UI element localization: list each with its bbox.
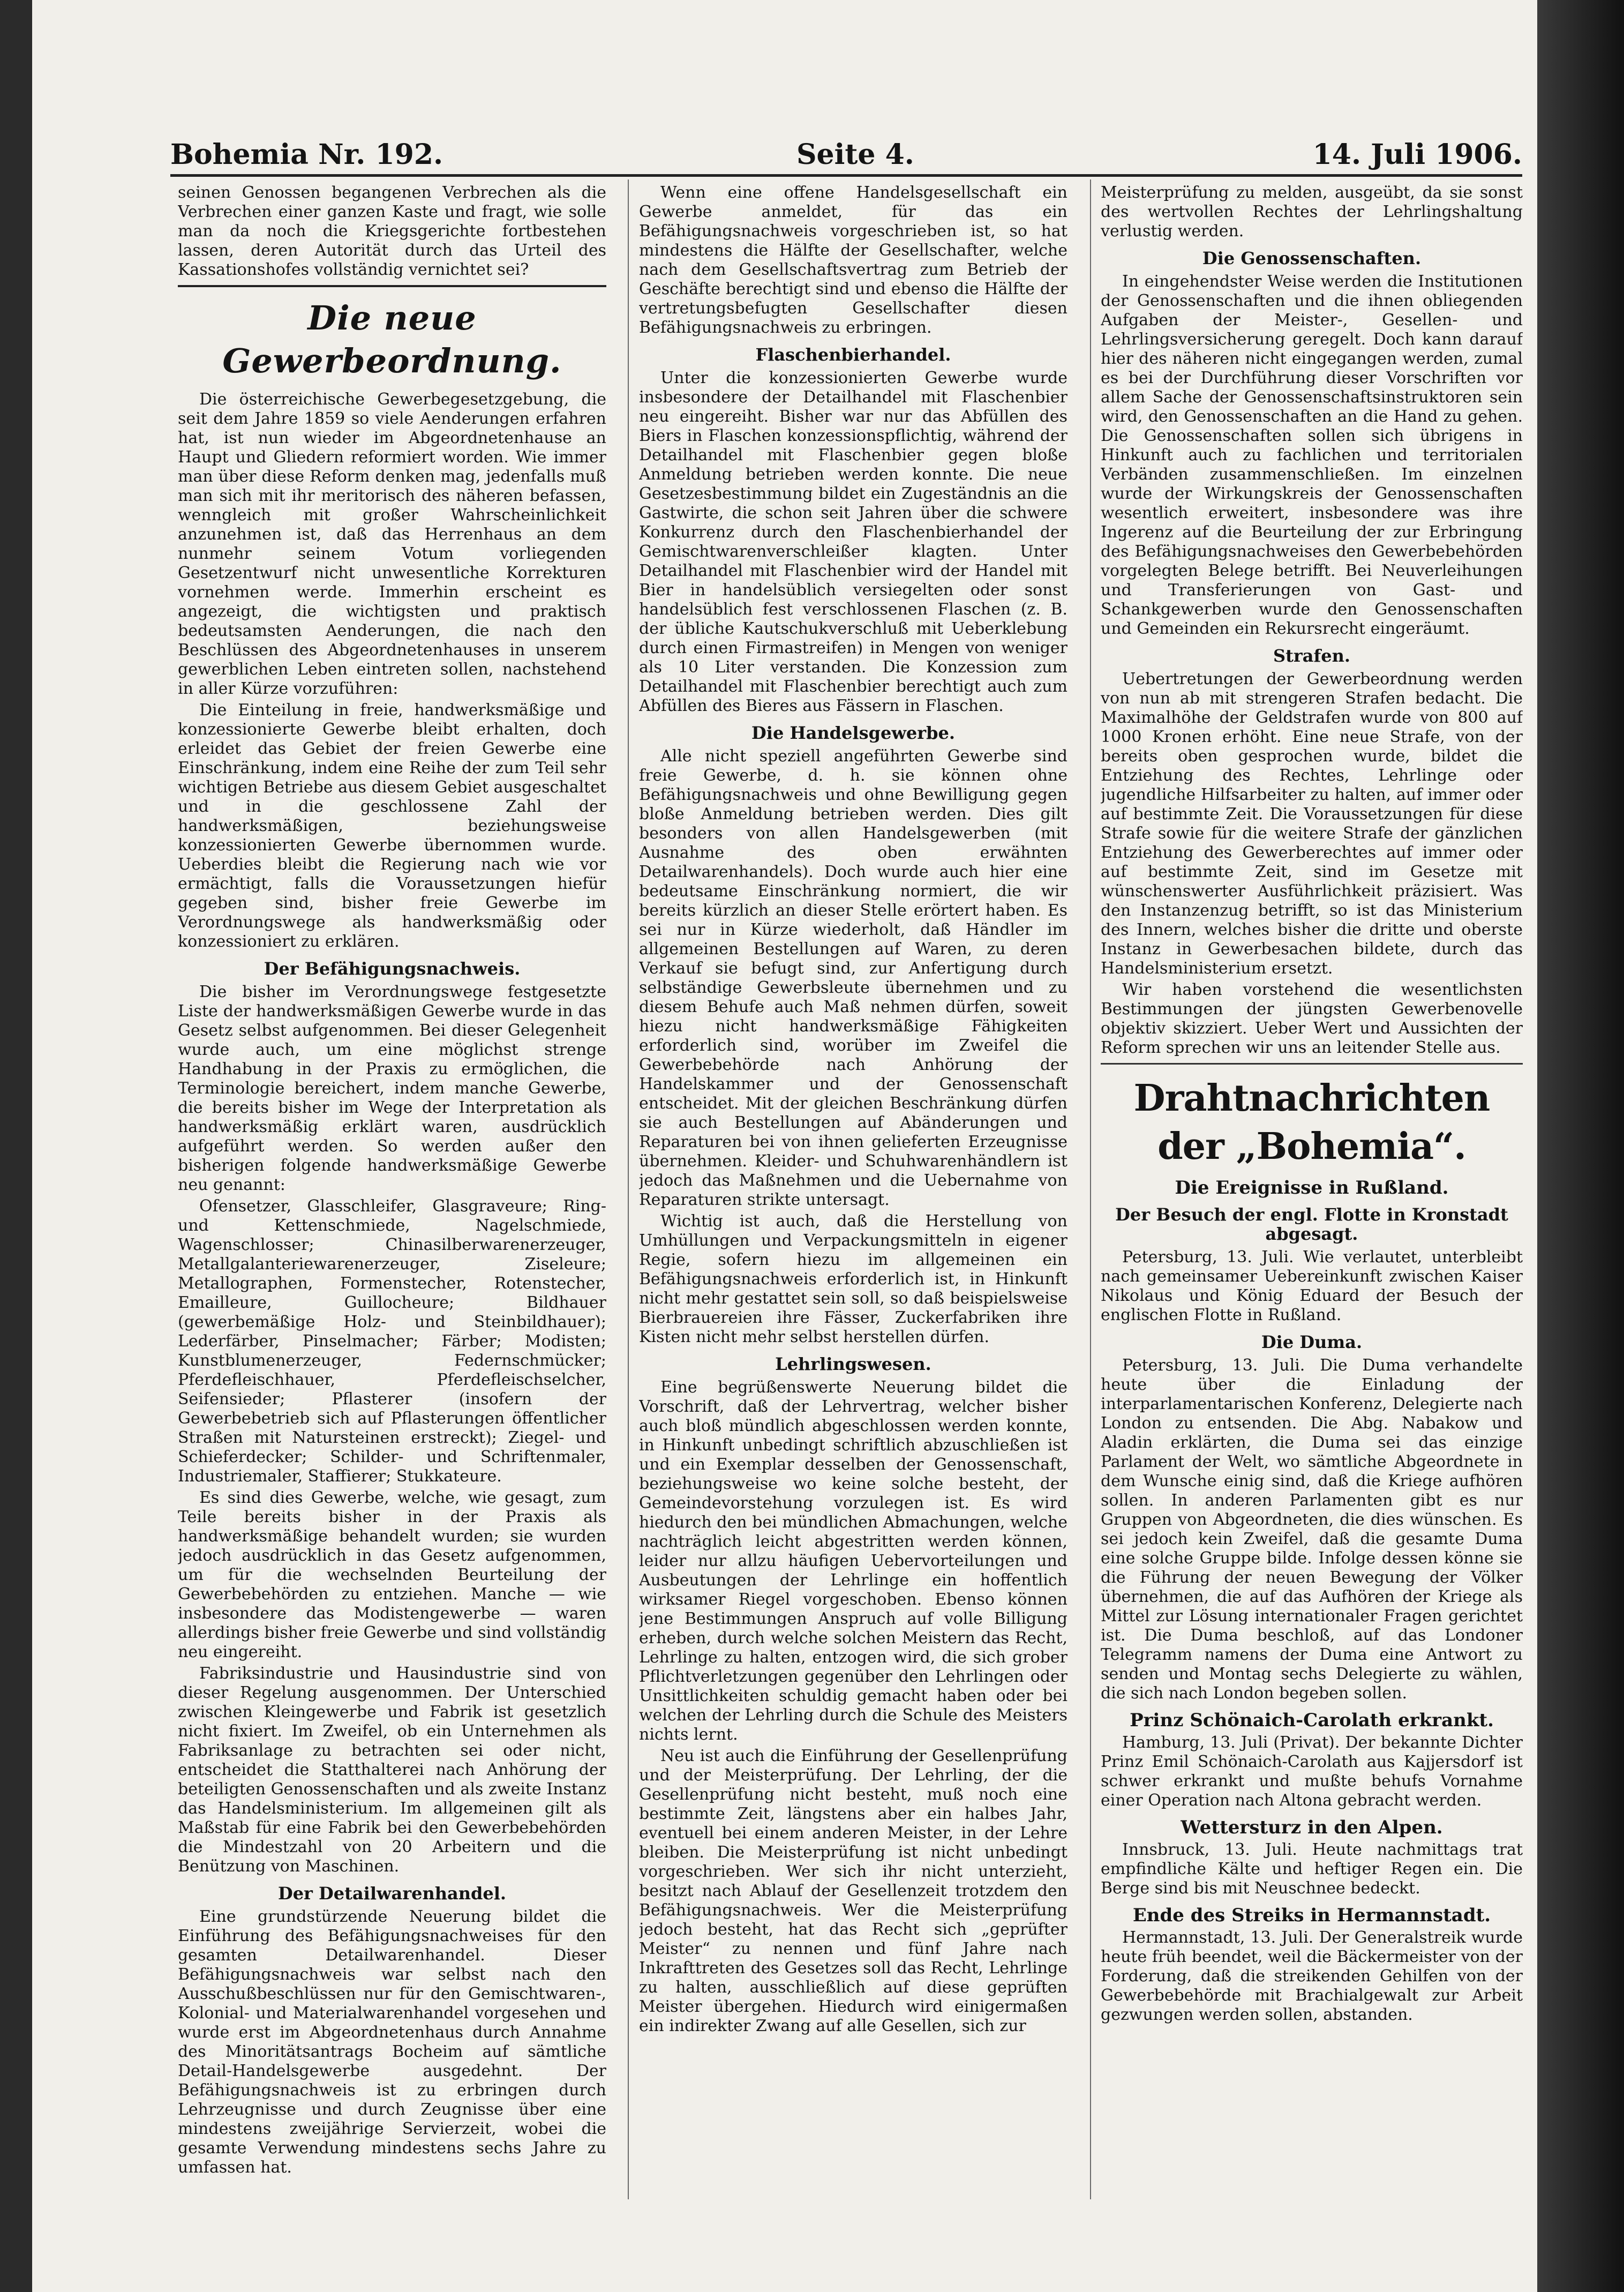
page-header	[170, 138, 1522, 176]
column-3	[1101, 183, 1523, 2219]
section-rule	[1101, 1063, 1523, 1065]
book-spine	[1537, 0, 1624, 2292]
news-subheading: Der Besuch der engl. Flotte in Kronstadt abgesagt.	[1115, 1204, 1508, 1244]
paragraph: Wichtig ist auch, daß die Herstellung von Umhüllungen und Verpackungsmitteln in eigener Regie, sofern hiezu im allgemeinen ein Befähigungsnachweis erforderlich ist, in Hinkunft nicht mehr gestattet sein soll, so daß beispielsweise Bierbrauereien ihre Fässer, Zuckerfabriken ihre Kisten nicht mehr selbst herstellen dürfen.	[639, 1212, 1067, 1346]
article-title: Die neue Gewerbeordnung.	[222, 298, 562, 380]
section-heading: Die Handelsgewerbe.	[751, 723, 955, 743]
telegram-masthead: Drahtnachrichten der „Bohemia“.	[1133, 1077, 1490, 1168]
paragraph: Meisterprüfung zu melden, ausgeübt, da sie sonst des wertvollen Rechtes der Lehrlingshaltung verlustig werden.	[1101, 183, 1523, 241]
section-heading: Flaschenbierhandel.	[755, 344, 951, 365]
section-heading: Die Genossenschaften.	[1202, 248, 1422, 268]
section-heading: Strafen.	[1273, 646, 1350, 666]
paragraph: Neu ist auch die Einführung der Gesellenprüfung und der Meisterprüfung. Der Lehrling, der die Gesellenprüfung nicht besteht, muß noch eine bestimmte Zeit, längstens aber ein halbes Jahr, eventuell bei einem anderen Meister, in der Lehre bleiben. Die Meisterprüfung ist nicht unbedingt vorgeschrieben. Wer sich ihr nicht unterzieht, besitzt nach Ablauf der Gesellenzeit trotzdem den Befähigungsnachweis. Wer die Meisterprüfung jedoch besteht, hat das Recht sich „geprüfter Meister“ zu nennen und fünf Jahre nach Inkrafttreten des Gesetzes soll das Recht, Lehrlinge zu halten, ausschließlich auf diese geprüften Meister übergehen. Hiedurch wird einigermaßen ein indirekter Zwang auf alle Gesellen, sich zur	[639, 1747, 1067, 2035]
column-2	[639, 183, 1067, 2219]
column-1	[178, 183, 606, 2219]
column-divider-1	[628, 179, 629, 2199]
section-heading: Lehrlingswesen.	[775, 1354, 931, 1374]
news-item: Petersburg, 13. Juli. Wie verlautet, unterbleibt nach gemeinsamer Uebereinkunft zwischen Kaiser Nikolaus und König Eduard der Besuch der englischen Flotte in Rußland.	[1101, 1248, 1523, 1324]
news-heading: Die Ereignisse in Rußland.	[1175, 1177, 1449, 1199]
section-heading: Der Befähigungsnachweis.	[264, 958, 521, 979]
paragraph: Alle nicht speziell angeführten Gewerbe sind freie Gewerbe, d. h. sie können ohne Befähigungsnachweis und ohne Bewilligung gegen bloße Anmeldung betrieben werden. Dies gilt besonders von allen Handelsgewerben (mit Ausnahme des oben erwähnten Detailwarenhandels). Doch wurde auch hier eine bedeutsame Einschränkung normiert, die wir bereits kürzlich an dieser Stelle erörtert haben. Es sei nur in Kürze wiederholt, daß Händler im allgemeinen Bestellungen auf Waren, zu deren Verkauf sie befugt sind, zur Anfertigung durch selbständige Gewerbsleute übernehmen und zu diesem Behufe auch Maß nehmen dürfen, soweit hiezu nicht handwerksmäßige Fähigkeiten erforderlich sind, worüber im Zweifel die Gewerbebehörde nach Anhörung der Handelskammer und der Genossenschaft entscheidet. Mit der gleichen Beschränkung dürfen sie auch Bestellungen auf Abänderungen und Reparaturen bei von ihnen gelieferten Erzeugnisse übernehmen. Kleider- und Schuhwarenhändlern ist jedoch das Maßnehmen und die Uebernahme von Reparaturen strikte untersagt.	[639, 747, 1067, 1209]
news-heading: Wettersturz in den Alpen.	[1181, 1817, 1443, 1838]
paragraph: Wenn eine offene Handelsgesellschaft ein Gewerbe anmeldet, für das ein Befähigungsnachweis vorgeschrieben ist, so hat mindestens die Hälfte der Gesellschafter, welche nach dem Gesellschaftsvertrag zum Betrieb der Geschäfte berechtigt sind und ebenso die Hälfte der vertretungsbefugten Gesellschafter diesen Befähigungsnachweis zu erbringen.	[639, 183, 1067, 337]
paragraph: Die Einteilung in freie, handwerksmäßige und konzessionierte Gewerbe bleibt erhalten, doch erleidet das Gebiet der freien Gewerbe eine Einschränkung, indem eine Reihe der zum Teil sehr wichtigen Betriebe aus diesem Gebiet ausgeschaltet und in die geschlossene Zahl der handwerksmäßigen, beziehungsweise konzessionierten Gewerbe übernommen wurde. Ueberdies bleibt die Regierung nach wie vor ermächtigt, falls die Voraussetzungen hiefür gegeben sind, bisher freie Gewerbe im Verordnungswege als handwerksmäßig oder konzessioniert zu erklären.	[178, 701, 606, 951]
header-publication: Bohemia Nr. 192.	[170, 138, 443, 171]
paragraph: Es sind dies Gewerbe, welche, wie gesagt, zum Teile bereits bisher in der Praxis als handwerksmäßige behandelt wurden; sie wurden jedoch ausdrücklich in das Gesetz aufgenommen, um für die wechselnden Beurteilung der Gewerbebehörden zu entziehen. Manche — wie insbesondere das Modistengewerbe — waren allerdings bisher freie Gewerbe und sind vollständig neu eingereiht.	[178, 1488, 606, 1661]
article-continuation: seinen Genossen begangenen Verbrechen als die Verbrechen einer ganzen Kaste und fragt, wie solle man da noch die Kriegsgerichte fortbestehen lassen, deren Autorität durch das Urteil des Kassationshofes vollständig vernichtet sei?	[178, 183, 606, 279]
title-rule	[178, 285, 606, 287]
paragraph: In eingehendster Weise werden die Institutionen der Genossenschaften und die ihnen obliegenden Aufgaben der Meister-, Gesellen- und Lehrlingsversicherung geregelt. Doch kann darauf hier des näheren nicht eingegangen werden, zumal es bei der Durchführung dieser Vorschriften vor allem Sache der Genossenschaftsinstruktoren sein wird, den Genossenschaften an die Hand zu gehen. Die Genossenschaften sollen sich übrigens in Hinkunft auch zu fachlichen und territorialen Verbänden zusammenschließen. Im einzelnen wurde der Wirkungskreis der Genossenschaften wesentlich erweitert, insbesondere was ihre Ingerenz auf die Beurteilung der zur Erbringung des Befähigungsnachweises den Gewerbebehörden vorgelegten Belege betrifft. Bei Neuverleihungen und Transferierungen von Gast- und Schankgewerben wurde den Genossenschaften und Gemeinden ein Rekursrecht eingeräumt.	[1101, 272, 1523, 638]
paragraph: Die bisher im Verordnungswege festgesetzte Liste der handwerksmäßigen Gewerbe wurde in das Gesetz selbst aufgenommen. Bei dieser Gelegenheit wurde auch, um eine möglichst strenge Handhabung in der Praxis zu ermöglichen, die Terminologie bereichert, indem manche Gewerbe, die bereits bisher im Wege der Interpretation als handwerksmäßig erklärt waren, ausdrücklich aufgeführt werden. So werden außer den bisherigen folgende handwerksmäßige Gewerbe neu genannt:	[178, 983, 606, 1194]
news-subheading: Die Duma.	[1261, 1332, 1363, 1352]
paragraph: Eine grundstürzende Neuerung bildet die Einführung des Befähigungsnachweises für den gesamten Detailwarenhandel. Dieser Befähigungsnachweis war selbst nach den Ausschußbeschlüssen nur für den Gemischtwaren-, Kolonial- und Materialwarenhandel vorgesehen und wurde erst im Abgeordnetenhaus durch Annahme des Minoritätsantrags Bocheim auf sämtliche Detail-Handelsgewerbe ausgedehnt. Der Befähigungsnachweis ist zu erbringen durch Lehrzeugnisse und durch Zeugnisse über eine mindestens zweijährige Servierzeit, wobei die gesamte Verwendung mindestens sechs Jahre zu umfassen hat.	[178, 1907, 606, 2177]
news-item: Petersburg, 13. Juli. Die Duma verhandelte heute über die Einladung der interparlamentarischen Konferenz, Delegierte nach London zu entsenden. Die Abg. Nabakow und Aladin erklärten, die Duma sei das einzige Parlament der Welt, wo sämtliche Abgeordnete in dem Wunsche einig sind, daß die Kriege aufhören sollen. In anderen Parlamenten gibt es nur Gruppen von Abgeordneten, die dies wünschen. Es sei jedoch kein Zweifel, daß die gesamte Duma eine solche Gruppe bilde. Infolge dessen könne sie die Führung der neuen Bewegung der Völker übernehmen, die auf das Aufhören der Kriege als Mittel zur Lösung internationaler Fragen gerichtet ist. Die Duma beschloß, auf das Londoner Telegramm namens der Duma eine Antwort zu senden und Montag sechs Delegierte zu wählen, die sich nach London begeben sollen.	[1101, 1356, 1523, 1703]
news-item: Hamburg, 13. Juli (Privat). Der bekannte Dichter Prinz Emil Schönaich-Carolath aus Kajjersdorf ist schwer erkrankt und mußte behufs Vornahme einer Operation nach Altona gebracht werden.	[1101, 1733, 1523, 1810]
news-heading: Prinz Schönaich-Carolath erkrankt.	[1130, 1710, 1494, 1731]
paragraph: Die österreichische Gewerbegesetzgebung, die seit dem Jahre 1859 so viele Aenderungen erfahren hat, ist nun wieder im Abgeordnetenhause an Haupt und Gliedern reformiert worden. Wie immer man über diese Reform denken mag, jedenfalls muß man sich mit ihr meritorisch des näheren befassen, wenngleich mit großer Wahrscheinlichkeit anzunehmen ist, daß das Herrenhaus an dem nunmehr seinem Votum vorliegenden Gesetzentwurf nicht unwesentliche Korrekturen vornehmen werde. Immerhin erscheint es angezeigt, die wichtigsten und praktisch bedeutsamsten Aenderungen, die nach den Beschlüssen des Abgeordnetenhauses in unserem gewerblichen Leben eintreten sollen, nachstehend in aller Kürze vorzuführen:	[178, 390, 606, 698]
news-item: Hermannstadt, 13. Juli. Der Generalstreik wurde heute früh beendet, weil die Bäckermeister von der Forderung, daß die streikenden Gehilfen von der Gewerbebehörde mit Brachialgewalt zur Arbeit gezwungen werden sollen, abstanden.	[1101, 1928, 1523, 2024]
paragraph: Uebertretungen der Gewerbeordnung werden von nun ab mit strengeren Strafen bedacht. Die Maximalhöhe der Geldstrafen wurde von 800 auf 1000 Kronen erhöht. Eine neue Strafe, von der bereits oben gesprochen wurde, bildet die Entziehung des Rechtes, Lehrlinge oder jugendliche Hilfsarbeiter zu halten, auf immer oder auf bestimmte Zeit. Die Voraussetzungen für diese Strafe sowie für die weitere Strafe der gänzlichen Entziehung des Gewerberechtes auf immer oder auf bestimmte Zeit, sind im Gesetze mit wünschenswerter Ausführlichkeit präzisiert. Was den Instanzenzug betrifft, so ist das Ministerium des Innern, welches bisher die dritte und oberste Instanz in Gewerbesachen bildete, durch das Handelsministerium ersetzt.	[1101, 670, 1523, 978]
paragraph: Wir haben vorstehend die wesentlichsten Bestimmungen der jüngsten Gewerbenovelle objektiv skizziert. Ueber Wert und Aussichten der Reform sprechen wir uns an leitender Stelle aus.	[1101, 980, 1523, 1057]
header-page-number: Seite 4.	[796, 138, 914, 171]
paragraph: Fabriksindustrie und Hausindustrie sind von dieser Regelung ausgenommen. Der Unterschied zwischen Kleingewerbe und Fabrik ist gesetzlich nicht fixiert. Im Zweifel, ob ein Unternehmen als Fabriksanlage zu betrachten sei oder nicht, entscheidet die Statthalterei nach Anhörung der beteiligten Genossenschaften und als zweite Instanz das Handelsministerium. Im allgemeinen gilt als Maßstab für eine Fabrik bei den Gewerbebehörden die Mindestzahl von 20 Arbeitern und die Benützung von Maschinen.	[178, 1664, 606, 1876]
header-rule	[170, 174, 1522, 177]
paragraph: Unter die konzessionierten Gewerbe wurde insbesondere der Detailhandel mit Flaschenbier neu eingereiht. Bisher war nur das Abfüllen des Biers in Flaschen konzessionspflichtig, während der Detailhandel mit Flaschenbier gegen bloße Anmeldung betrieben werden konnte. Die neue Gesetzesbestimmung bildet ein Zugeständnis an die Gastwirte, die schon seit Jahren über die schwere Konkurrenz durch den Flaschenbierhandel der Gemischtwarenverschleißer klagten. Unter Detailhandel mit Flaschenbier wird der Handel mit Bier in handelsüblich versiegelten oder sonst handelsüblich fest verschlossenen Flaschen (z. B. der übliche Kautschukverschluß mit Ueberklebung durch einen Firmastreifen) in Mengen von weniger als 10 Liter verstanden. Die Konzession zum Detailhandel mit Flaschenbier berechtigt auch zum Abfüllen des Bieres aus Fässern in Flaschen.	[639, 369, 1067, 715]
news-heading: Ende des Streiks in Hermannstadt.	[1132, 1905, 1491, 1926]
column-divider-2	[1090, 179, 1091, 2199]
news-item: Innsbruck, 13. Juli. Heute nachmittags trat empfindliche Kälte und heftiger Regen ein. Die Berge sind bis mit Neuschnee bedeckt.	[1101, 1840, 1523, 1898]
paragraph: Ofensetzer, Glasschleifer, Glasgraveure; Ring- und Kettenschmiede, Nagelschmiede, Wagenschlosser; Chinasilberwarenerzeuger, Metallgalanteriewarenerzeuger, Ziseleure; Metallographen, Formenstecher, Rotenstecher, Emailleure, Guillocheure; Bildhauer (gewerbemäßige Holz- und Steinbildhauer); Lederfärber, Pinselmacher; Färber; Modisten; Kunstblumenerzeuger, Federnschmücker; Pferdefleischhauer, Pferdefleischselcher, Seifensieder; Pflasterer (insofern der Gewerbebetrieb sich auf Pflasterungen öffentlicher Straßen mit Natursteinen erstreckt); Ziegel- und Schieferdecker; Schilder- und Schriftenmaler, Industriemaler, Staffierer; Stukkateure.	[178, 1197, 606, 1486]
section-heading: Der Detailwarenhandel.	[277, 1883, 507, 1904]
paragraph: Eine begrüßenswerte Neuerung bildet die Vorschrift, daß der Lehrvertrag, welcher bisher auch bloß mündlich abgeschlossen werden konnte, in Hinkunft unbedingt schriftlich abzuschließen ist und ein Exemplar desselben der Genossenschaft, beziehungsweise wo keine solche besteht, der Gemeindevorstehung vorzulegen ist. Es wird hiedurch den bei mündlichen Abmachungen, welche nachträglich leicht abgestritten werden können, leider nur allzu häufigen Uebervorteilungen und Ausbeutungen der Lehrlinge ein hoffentlich wirksamer Riegel vorgeschoben. Ebenso können jene Bestimmungen Anspruch auf volle Billigung erheben, durch welche solchen Meistern das Recht, Lehrlinge zu halten, entzogen wird, die sich grober Pflichtverletzungen gegenüber den Lehrlingen oder Unsittlichkeiten schuldig gemacht haben oder bei welchen der Lehrling durch die Schule des Meisters nichts lernt.	[639, 1378, 1067, 1744]
header-date: 14. Juli 1906.	[1312, 138, 1522, 171]
